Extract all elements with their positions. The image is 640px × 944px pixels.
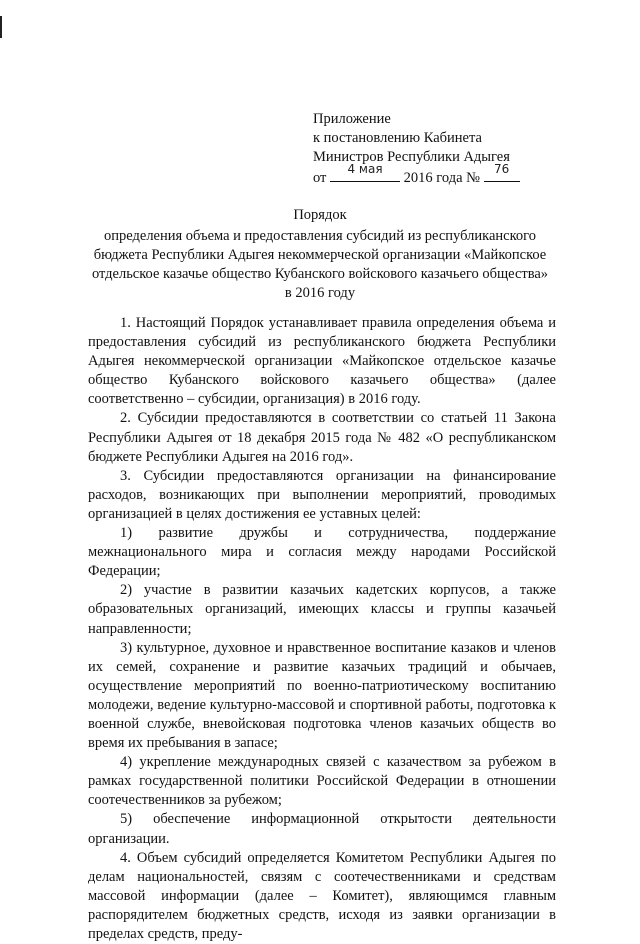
appendix-line-2: к постановлению Кабинета	[313, 130, 482, 146]
title-line-3: отдельское казачье общество Кубанского войскового казачьего общества»	[91, 266, 549, 282]
title-heading: Порядок	[293, 207, 347, 223]
list-item-2: 2) участие в развитии казачьих кадетских корпусов, а также образовательных организаций, имеющих классы и группы казачьей направленности;	[88, 582, 556, 637]
handwritten-number: 76	[493, 162, 510, 176]
from-label: от	[313, 170, 327, 186]
paragraph-4: 4. Объем субсидий определяется Комитетом Республики Адыгея по делам национальностей, связям с соотечественниками и средствам массовой информации (далее – Комитет), являющимся главным распорядителем бюджетных средств, исходя из заявки организации в пределах средств, преду-	[88, 849, 556, 942]
appendix-block	[313, 110, 593, 188]
paragraph-1: 1. Настоящий Порядок устанавливает правила определения объема и предоставления субсидий из республиканского бюджета Республики Адыгея некоммерческой организации «Майкопское отдельское казачье общество Кубанского войскового казачьего общества» (далее соответственно – субсидии, организация) в 2016 году.	[88, 315, 556, 408]
list-item-3: 3) культурное, духовное и нравственное воспитание казаков и членов их семей, сохранение и развитие казачьих традиций и обычаев, осуществление мероприятий по военно-патриотическому воспитанию молодежи, ведение культурно-массовой и спортивной работы, подготовка к военной службе, вневойсковая подготовка членов казачьих обществ во время их пребывания в запасе;	[88, 639, 556, 752]
title-line-1: определения объема и предоставления субсидий из республиканского	[104, 228, 536, 244]
paragraph-2: 2. Субсидии предоставляются в соответствии со статьей 11 Закона Республики Адыгея от 18 декабря 2015 года № 482 «О республиканском бюджете Республики Адыгея на 2016 год».	[88, 410, 556, 465]
list-item-5: 5) обеспечение информационной открытости деятельности организации.	[88, 811, 556, 847]
paragraph-3: 3. Субсидии предоставляются организации на финансирование расходов, возникающих при выполнении мероприятий, проводимых организацией в целях достижения ее уставных целей:	[88, 467, 556, 522]
document-body	[88, 314, 556, 944]
scan-edge-mark	[0, 16, 2, 38]
list-item-1: 1) развитие дружбы и сотрудничества, поддержание межнационального мира и согласия между народами Российской Федерации;	[88, 525, 556, 580]
title-line-2: бюджета Республики Адыгея некоммерческой организации «Майкопское	[93, 247, 547, 263]
appendix-line-3: Министров Республики Адыгея	[313, 149, 510, 165]
appendix-date-row	[313, 162, 593, 188]
handwritten-date: 4 мая	[347, 162, 383, 176]
appendix-line-1: Приложение	[313, 111, 391, 127]
document-title	[70, 206, 570, 303]
title-line-4: в 2016 году	[284, 285, 356, 301]
number-blank	[484, 162, 520, 182]
date-blank	[330, 162, 400, 182]
list-item-4: 4) укрепление международных связей с казачеством за рубежом в рамках государственной политики Российской Федерации в отношении соотечественников за рубежом;	[88, 754, 556, 809]
year-text: 2016 года №	[403, 170, 480, 186]
